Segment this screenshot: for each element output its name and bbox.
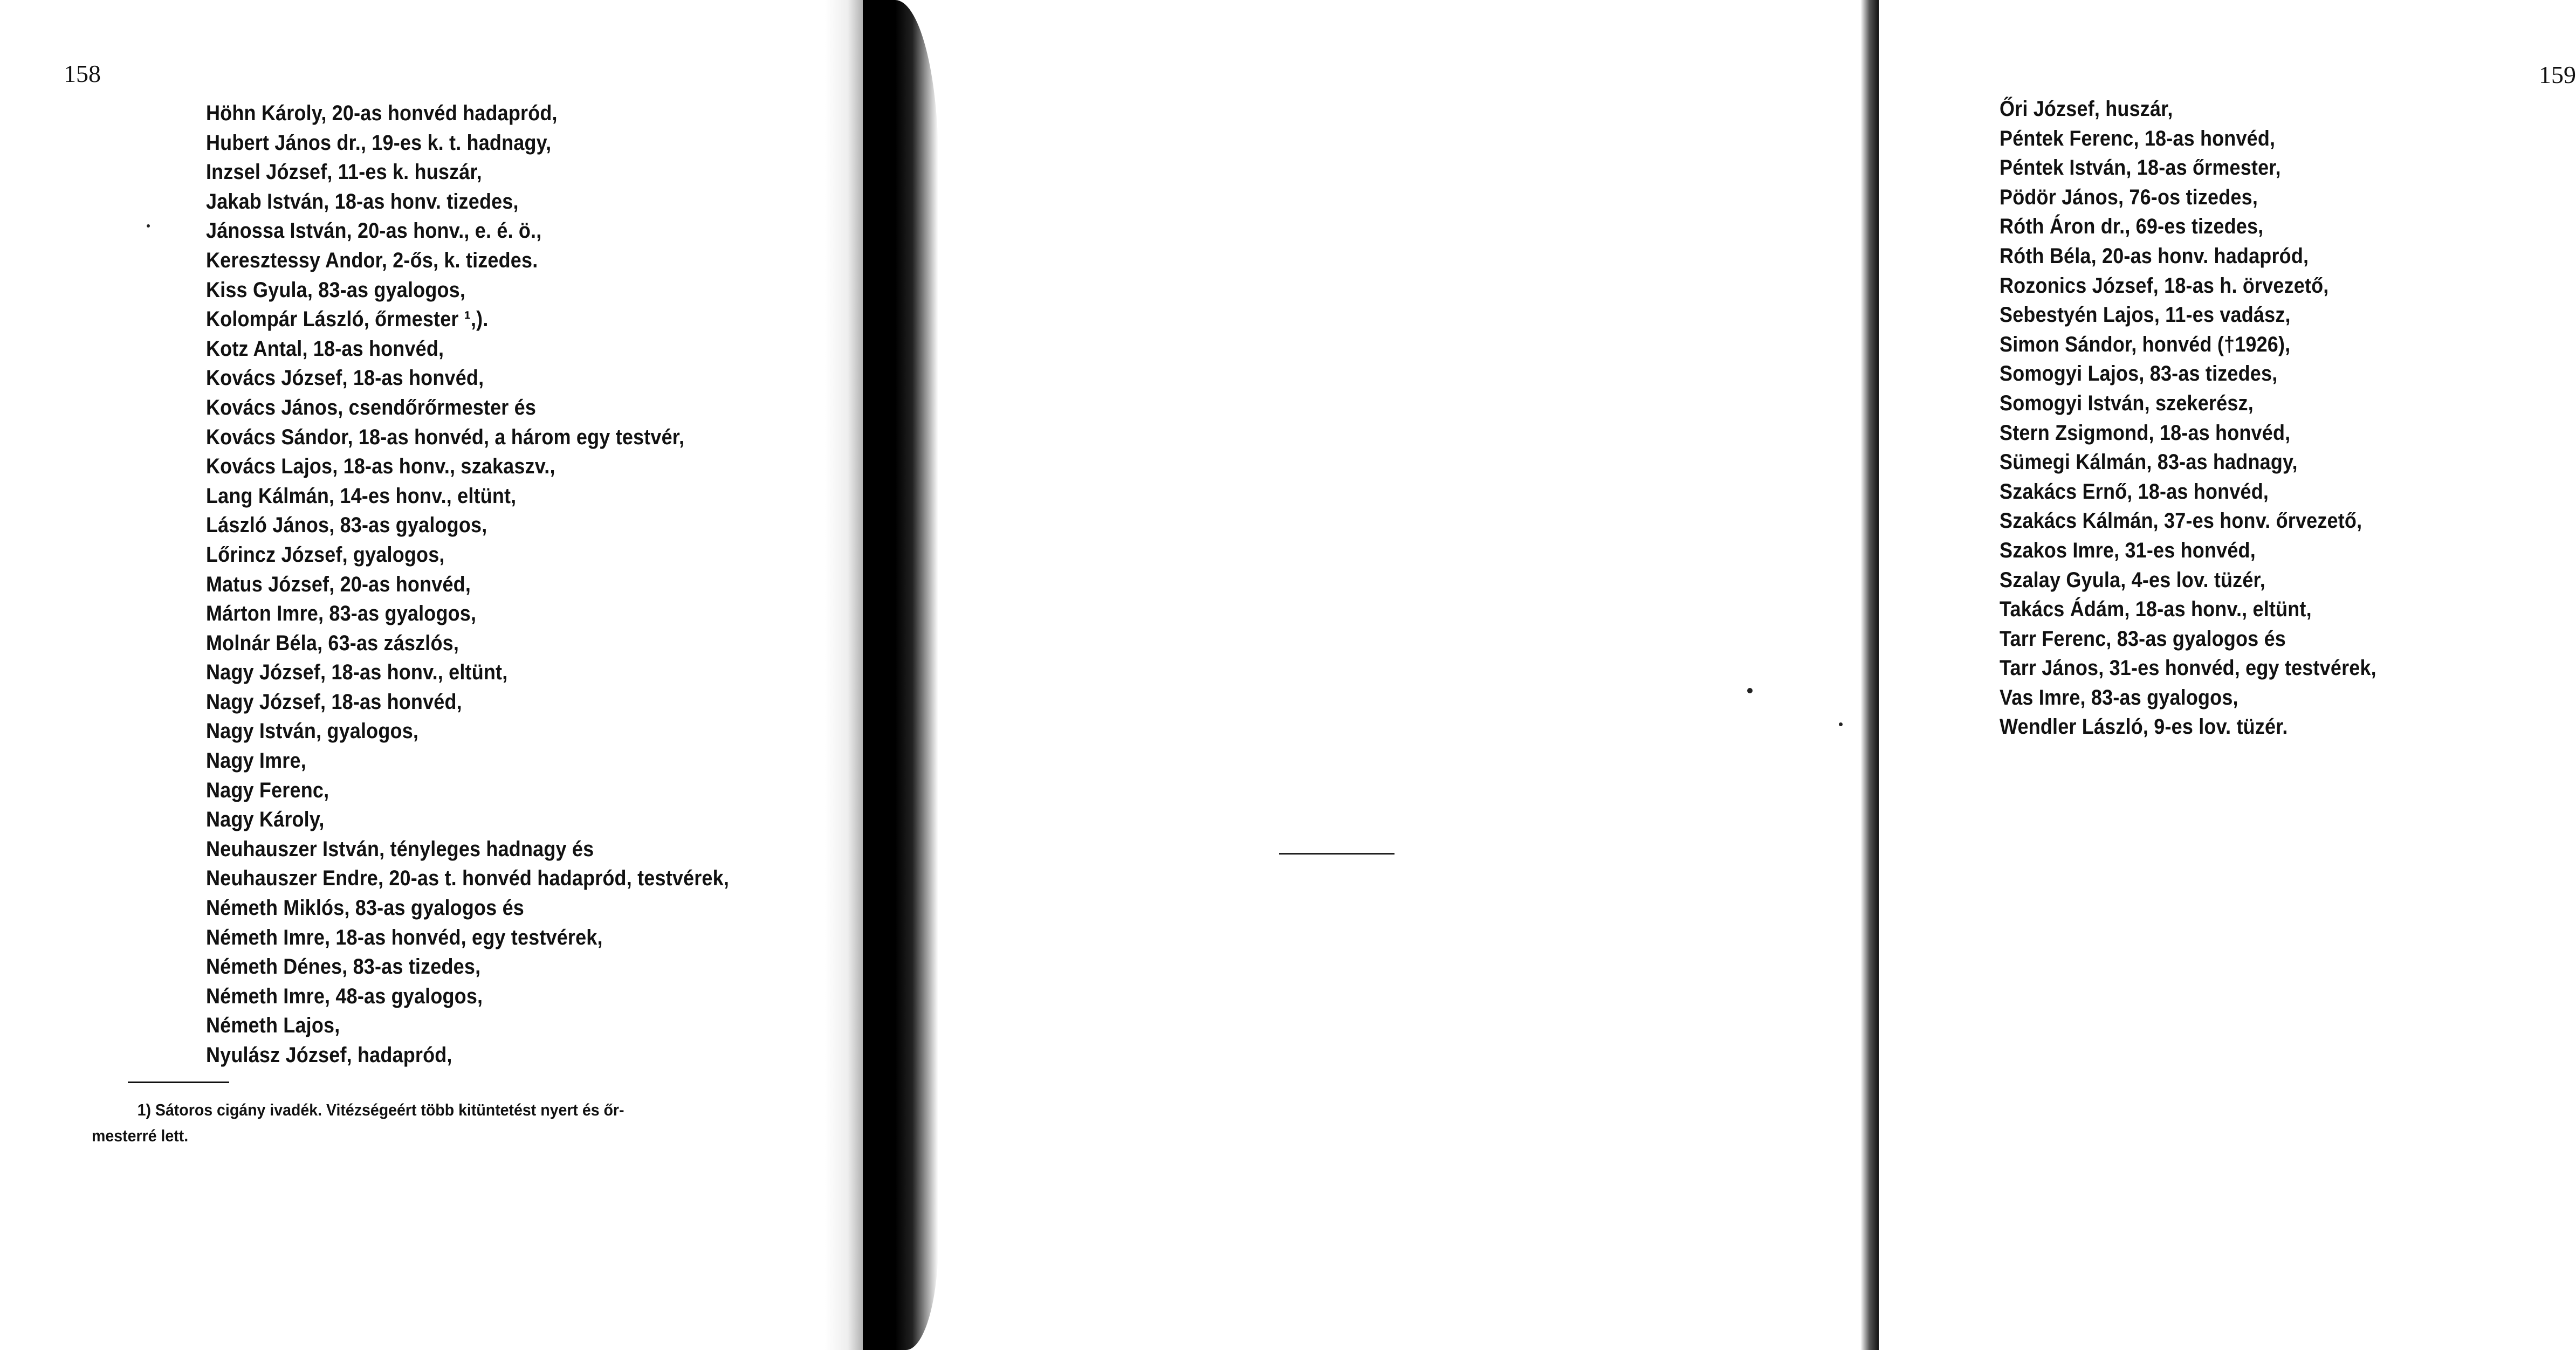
list-item: Róth Béla, 20-as honv. hadapród,	[2000, 244, 2309, 268]
footnote-rule	[128, 1082, 229, 1083]
list-item: Sebestyén Lajos, 11-es vadász,	[2000, 303, 2291, 327]
footnote-line: 1) Sátoros cigány ivadék. Vitézségeért több kitüntetést nyert és őr-	[137, 1100, 624, 1119]
list-item: Höhn Károly, 20-as honvéd hadapród,	[206, 101, 558, 125]
list-item: Pödör János, 76-os tizedes,	[2000, 185, 2258, 209]
list-item: Nagy Imre,	[206, 749, 306, 773]
list-item: Németh Imre, 48-as gyalogos,	[206, 984, 483, 1008]
name-list-right	[2000, 94, 2419, 742]
list-item: Rozonics József, 18-as h. örvezető,	[2000, 273, 2329, 298]
list-item: Németh Miklós, 83-as gyalogos és	[206, 896, 524, 920]
page-number-right: 159	[2539, 61, 2576, 88]
end-rule	[1279, 853, 1395, 855]
list-item: Tarr Ferenc, 83-as gyalogos és	[2000, 626, 2286, 651]
list-item: Nyulász József, hadapród,	[206, 1043, 452, 1067]
list-item: Inzsel József, 11-es k. huszár,	[206, 160, 482, 184]
list-item: Lőrincz József, gyalogos,	[206, 542, 445, 567]
list-item: Kovács Sándor, 18-as honvéd, a három egy testvér,	[206, 425, 685, 449]
list-item: Takács Ádám, 18-as honv., eltünt,	[2000, 597, 2312, 622]
list-item: Róth Áron dr., 69-es tizedes,	[2000, 215, 2264, 239]
scan-speck	[1839, 722, 1843, 726]
list-item: Somogyi István, szekerész,	[2000, 391, 2254, 415]
right-page-edge	[1860, 0, 1879, 1350]
list-item: Péntek István, 18-as őrmester,	[2000, 156, 2281, 180]
list-item: Jakab István, 18-as honv. tizedes,	[206, 189, 519, 213]
list-item: Matus József, 20-as honvéd,	[206, 572, 471, 596]
list-item: Kotz Antal, 18-as honvéd,	[206, 336, 444, 361]
list-item: Szakács Ernő, 18-as honvéd,	[2000, 479, 2269, 504]
list-item: Őri József, huszár,	[2000, 97, 2173, 121]
list-item: Nagy József, 18-as honv., eltünt,	[206, 660, 508, 685]
name-list-left	[206, 99, 787, 1070]
footnote	[92, 1097, 737, 1149]
list-item: Neuhauszer Endre, 20-as t. honvéd hadapród, testvérek,	[206, 866, 730, 891]
scan-speck	[147, 224, 150, 228]
list-item: Wendler László, 9-es lov. tüzér.	[2000, 715, 2288, 739]
list-item: Lang Kálmán, 14-es honv., eltünt,	[206, 484, 517, 508]
list-item: Simon Sándor, honvéd (†1926),	[2000, 332, 2291, 356]
list-item: Németh Imre, 18-as honvéd, egy testvérek,	[206, 925, 603, 949]
list-item: Kiss Gyula, 83-as gyalogos,	[206, 278, 466, 302]
list-item: Nagy József, 18-as honvéd,	[206, 690, 462, 714]
list-item: Kovács János, csendőrőrmester és	[206, 395, 537, 419]
list-item: Nagy István, gyalogos,	[206, 719, 419, 743]
list-item: Márton Imre, 83-as gyalogos,	[206, 602, 477, 626]
list-item: Németh Dénes, 83-as tizedes,	[206, 955, 481, 979]
list-item: Szalay Gyula, 4-es lov. tüzér,	[2000, 568, 2265, 592]
list-item: Vas Imre, 83-as gyalogos,	[2000, 685, 2238, 710]
list-item: Jánossa István, 20-as honv., e. é. ö.,	[206, 219, 542, 243]
left-page	[0, 0, 841, 1350]
list-item: Tarr János, 31-es honvéd, egy testvérek,	[2000, 656, 2376, 680]
list-item: Szakos Imre, 31-es honvéd,	[2000, 538, 2256, 562]
list-item: Keresztessy Andor, 2-ős, k. tizedes.	[206, 248, 538, 272]
list-item: Szakács Kálmán, 37-es honv. őrvezető,	[2000, 509, 2362, 533]
list-item: Péntek Ferenc, 18-as honvéd,	[2000, 126, 2276, 150]
page-curl-shadow	[895, 0, 938, 1350]
list-item: Stern Zsigmond, 18-as honvéd,	[2000, 421, 2291, 445]
list-item: Sümegi Kálmán, 83-as hadnagy,	[2000, 450, 2298, 474]
list-item: Somogyi Lajos, 83-as tizedes,	[2000, 362, 2278, 386]
list-item: László János, 83-as gyalogos,	[206, 513, 487, 538]
list-item: Kolompár László, őrmester ¹,).	[206, 307, 489, 332]
list-item: Németh Lajos,	[206, 1014, 340, 1038]
page-number-left: 158	[64, 60, 101, 87]
scan-speck	[1747, 688, 1753, 693]
list-item: Hubert János dr., 19-es k. t. hadnagy,	[206, 130, 552, 155]
list-item: Neuhauszer István, tényleges hadnagy és	[206, 837, 594, 861]
list-item: Nagy Károly,	[206, 808, 325, 832]
list-item: Molnár Béla, 63-as zászlós,	[206, 631, 459, 655]
footnote-line: mesterré lett.	[92, 1126, 189, 1145]
right-page	[895, 0, 2576, 1350]
list-item: Kovács József, 18-as honvéd,	[206, 366, 484, 390]
list-item: Nagy Ferenc,	[206, 778, 329, 802]
list-item: Kovács Lajos, 18-as honv., szakaszv.,	[206, 454, 555, 479]
